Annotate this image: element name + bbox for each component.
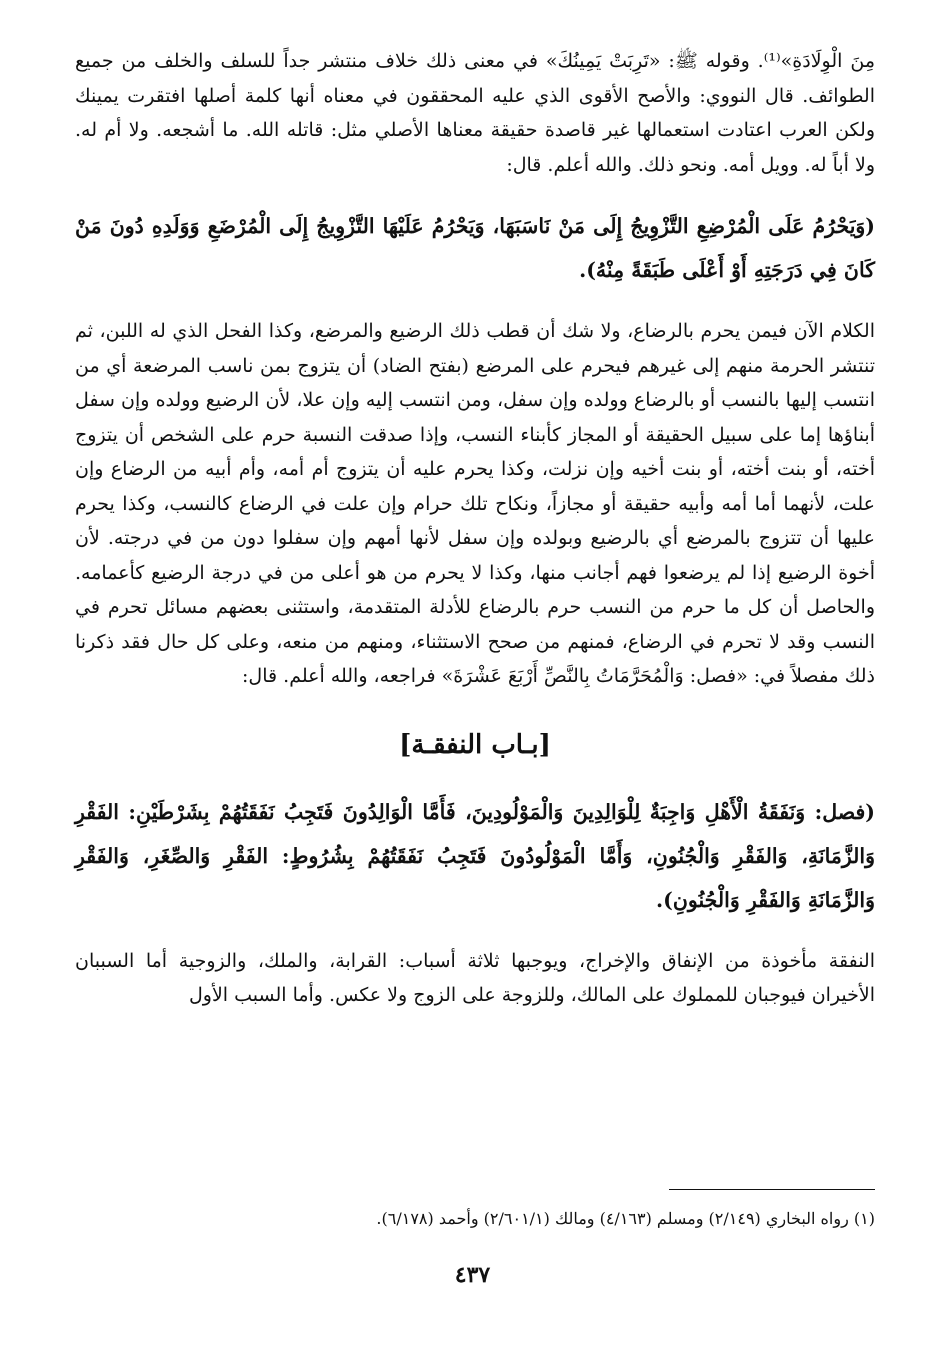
page-number: ٤٣٧ xyxy=(454,1262,491,1288)
commentary-paragraph-1: مِنَ الْوِلَادَةِ»⁽¹⁾. وقوله ﷺ: «تَرِبَتْ يَمِينُكَ» في معنى ذلك خلاف منتشر جداً للسلف والخلف من جميع الطوائف. قال النووي: والأصح الأقوى الذي عليه المحققون في معناه أنها كلمة أصلها افتقرت يمينك ولكن العرب اعتادت استعمالها غير قاصدة حقيقة معناها الأصلي مثل: قاتله الله. ما أشجعه. ولا أم له. ولا أباً له. وويل أمه. ونحو ذلك. والله أعلم. قال: xyxy=(75,50,876,176)
commentary-paragraph-3: النفقة مأخوذة من الإنفاق والإخراج، ويوجبها ثلاثة أسباب: القرابة، والملك، والزوجية أما السببان الأخيران فيوجبان للمملوك على المالك، وللزوجة على الزوج ولا عكس. وأما السبب الأول xyxy=(75,949,875,1006)
spacer xyxy=(75,182,875,204)
footnote-divider xyxy=(669,1189,875,1190)
spacer xyxy=(75,922,875,944)
page-body xyxy=(75,44,875,1013)
matn-text-1: (وَيَحْرُمُ عَلَى الْمُرْضِعِ التَّزْوِيجُ إِلَى مَنْ نَاسَبَهَا، وَيَحْرُمُ عَلَيْهَا التَّزْوِيجُ إِلَى الْمُرْضَعِ وَوَلَدِهِ دُونَ مَنْ كَانَ فِي دَرَجَتِهِ أَوْ أَعْلَى طَبَقَةً مِنْهُ). xyxy=(75,214,875,282)
chapter-heading: [بـاب النفقـة] xyxy=(399,729,551,760)
spacer xyxy=(75,694,875,722)
spacer xyxy=(75,292,875,314)
commentary-paragraph-2: الكلام الآن فيمن يحرم بالرضاع، ولا شك أن قطب ذلك الرضيع والمرضع، وكذا الفحل الذي له اللبن، ثم تنتشر الحرمة منهم إلى غيرهم فيحرم على المرضع (بفتح الضاد) أن يتزوج بمن ناسب المرضعة أي من انتسب إليها بالنسب أو بالرضاع وولده وإن سفل، ومن انتسب إليه وإن علا، لأن الرضيع وولده وإن سفل أبناؤها إما على سبيل الحقيقة أو المجاز كأبناء النسب، وإذا صدقت النسبة حرم على الشخص أن يتزوج أخته، أو بنت أخته، أو بنت أخيه وإن نزلت، وكذا يحرم عليه أن يتزوج أم أمه، وأم أبيه من الرضاع وإن علت، لأنهما أما أمه وأبيه حقيقة أو مجازاً، ونكاح تلك حرام وإن علت في الرضاع كالنسب، وكذا يحرم عليها أن تتزوج بالمرضع أي بالرضيع وبولده وإن سفل لأنها أمهم وإن سفلوا دون من في درجته. لأن أخوة الرضيع إذا لم يرضعوا فهم أجانب منها، وكذا لا يحرم من هو أعلى من في درجة الرضيع كأعمامه. والحاصل أن كل ما حرم من النسب حرم بالرضاع للأدلة المتقدمة، واستثنى بعضهم مسائل تحرم في النسب وقد لا تحرم في الرضاع، فمنهم من صحح الاستثناء، ومنهم من منعه، وعلى كل حال فقد ذكرنا ذلك مفصلاً في: «فصل: وَالْمُحَرَّمَاتُ بِالنَّصِّ أَرْبَعَ عَشْرَةَ» فراجعه، والله أعلم. قال: xyxy=(75,320,876,687)
matn-text-2: (فصل: وَنَفَقَةُ الْأَهْلِ وَاجِبَةٌ لِلْوَالِدِينَ وَالْمَوْلُودِينَ، فَأَمَّا الْوَالِدُونَ فَتَجِبُ نَفَقَتُهُمْ بِشَرْطَيْنِ: الفَقْرِ وَالزَّمَانَةِ، وَالفَقْرِ وَالْجُنُونِ، وَأَمَّا الْمَوْلُودُونَ فَتَجِبُ نَفَقَتُهُمْ بِشُرُوطٍ: الفَقْرِ وَالصِّغَرِ، وَالفَقْرِ وَالزَّمَانَةِ وَالفَقْرِ وَالْجُنُونِ). xyxy=(75,799,875,912)
footnote: (١) رواه البخاري (٢/١٤٩) ومسلم (٤/١٦٣) ومالك (٢/٦٠١/١) وأحمد (٦/١٧٨). xyxy=(376,1209,875,1228)
spacer xyxy=(75,768,875,790)
